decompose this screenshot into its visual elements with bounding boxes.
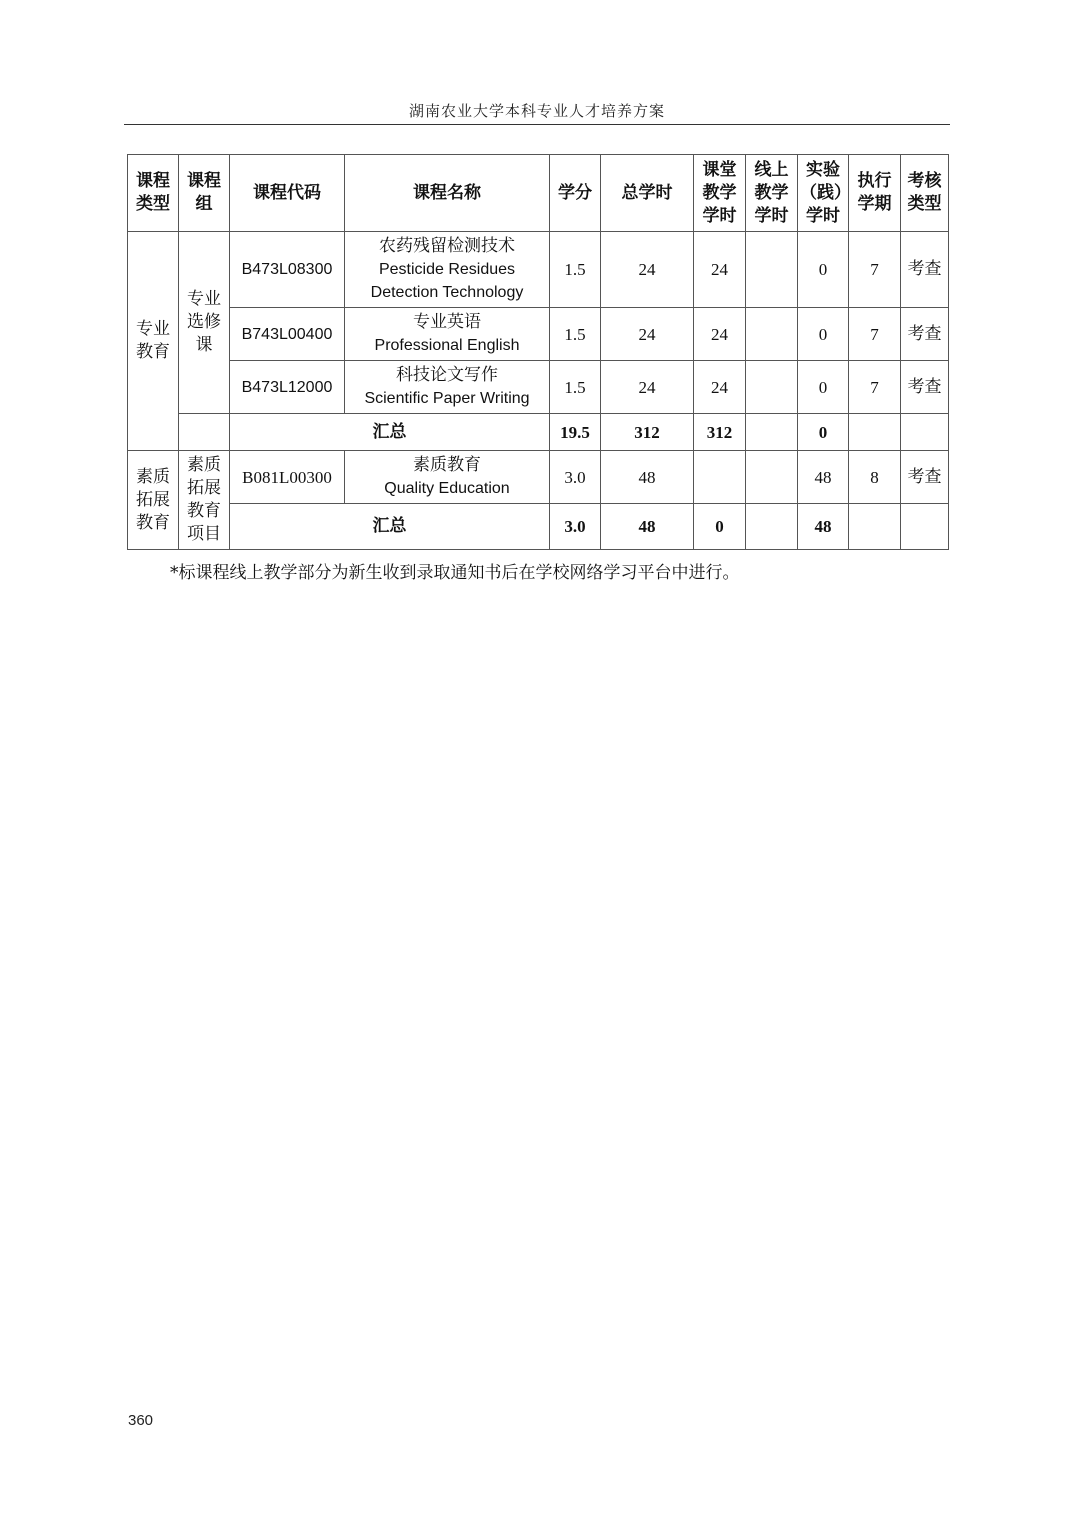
header-row: [128, 155, 949, 232]
class-hours-cell: 24: [694, 232, 746, 308]
summary-group-cell: [179, 414, 230, 451]
header-total-hours: 总学时: [601, 155, 694, 232]
assessment-cell: 考查: [901, 308, 949, 361]
summary-credit: 19.5: [550, 414, 601, 451]
practice-hours-cell: 48: [798, 451, 849, 504]
summary-semester: [849, 504, 901, 550]
online-hours-cell: [746, 451, 798, 504]
summary-row: [128, 414, 949, 451]
course-group-cell: 专业 选修 课: [179, 232, 230, 414]
summary-practice-hours: 0: [798, 414, 849, 451]
semester-cell: 7: [849, 308, 901, 361]
practice-hours-cell: 0: [798, 308, 849, 361]
course-group-cell: 素质 拓展 教育 项目: [179, 451, 230, 550]
course-name: 农药残留检测技术 Pesticide Residues Detection Technology: [345, 232, 550, 308]
footnote: *标课程线上教学部分为新生收到录取通知书后在学校网络学习平台中进行。: [170, 563, 740, 583]
table-row: [128, 361, 949, 414]
practice-hours-cell: 0: [798, 232, 849, 308]
assessment-cell: 考查: [901, 361, 949, 414]
header-practice-hours: 实验 （践） 学时: [798, 155, 849, 232]
semester-cell: 8: [849, 451, 901, 504]
credit-cell: 3.0: [550, 451, 601, 504]
summary-credit: 3.0: [550, 504, 601, 550]
total-hours-cell: 24: [601, 308, 694, 361]
online-hours-cell: [746, 361, 798, 414]
course-code: B473L12000: [230, 361, 345, 414]
course-type-cell: 素质 拓展 教育: [128, 451, 179, 550]
table-row: [128, 308, 949, 361]
semester-cell: 7: [849, 232, 901, 308]
table-row: [128, 232, 949, 308]
online-hours-cell: [746, 232, 798, 308]
header-class-hours: 课堂 教学 学时: [694, 155, 746, 232]
header-online-hours: 线上 教学 学时: [746, 155, 798, 232]
summary-class-hours: 0: [694, 504, 746, 550]
summary-row: [128, 504, 949, 550]
summary-assessment: [901, 414, 949, 451]
summary-online-hours: [746, 504, 798, 550]
header-course-code: 课程代码: [230, 155, 345, 232]
online-hours-cell: [746, 308, 798, 361]
summary-label: 汇总: [230, 414, 550, 451]
summary-label: 汇总: [230, 504, 550, 550]
practice-hours-cell: 0: [798, 361, 849, 414]
page-number: 360: [128, 1412, 154, 1429]
credit-cell: 1.5: [550, 361, 601, 414]
summary-total-hours: 48: [601, 504, 694, 550]
class-hours-cell: 24: [694, 308, 746, 361]
header-course-type: 课程 类型: [128, 155, 179, 232]
course-name: 素质教育 Quality Education: [345, 451, 550, 504]
total-hours-cell: 24: [601, 361, 694, 414]
credit-cell: 1.5: [550, 308, 601, 361]
course-name: 专业英语 Professional English: [345, 308, 550, 361]
header-semester: 执行 学期: [849, 155, 901, 232]
header-course-name: 课程名称: [345, 155, 550, 232]
summary-online-hours: [746, 414, 798, 451]
course-code: B081L00300: [230, 451, 345, 504]
summary-total-hours: 312: [601, 414, 694, 451]
header-divider: [124, 124, 950, 125]
course-code: B473L08300: [230, 232, 345, 308]
total-hours-cell: 48: [601, 451, 694, 504]
semester-cell: 7: [849, 361, 901, 414]
class-hours-cell: 24: [694, 361, 746, 414]
summary-practice-hours: 48: [798, 504, 849, 550]
course-name: 科技论文写作 Scientific Paper Writing: [345, 361, 550, 414]
total-hours-cell: 24: [601, 232, 694, 308]
course-code: B743L00400: [230, 308, 345, 361]
summary-class-hours: 312: [694, 414, 746, 451]
header-course-group: 课程 组: [179, 155, 230, 232]
course-type-cell: 专业 教育: [128, 232, 179, 451]
running-header: 湖南农业大学本科专业人才培养方案: [408, 102, 665, 120]
header-assessment: 考核 类型: [901, 155, 949, 232]
class-hours-cell: [694, 451, 746, 504]
course-plan-table: [127, 154, 949, 550]
summary-assessment: [901, 504, 949, 550]
assessment-cell: 考查: [901, 232, 949, 308]
assessment-cell: 考查: [901, 451, 949, 504]
summary-semester: [849, 414, 901, 451]
header-credit: 学分: [550, 155, 601, 232]
credit-cell: 1.5: [550, 232, 601, 308]
table-row: [128, 451, 949, 504]
